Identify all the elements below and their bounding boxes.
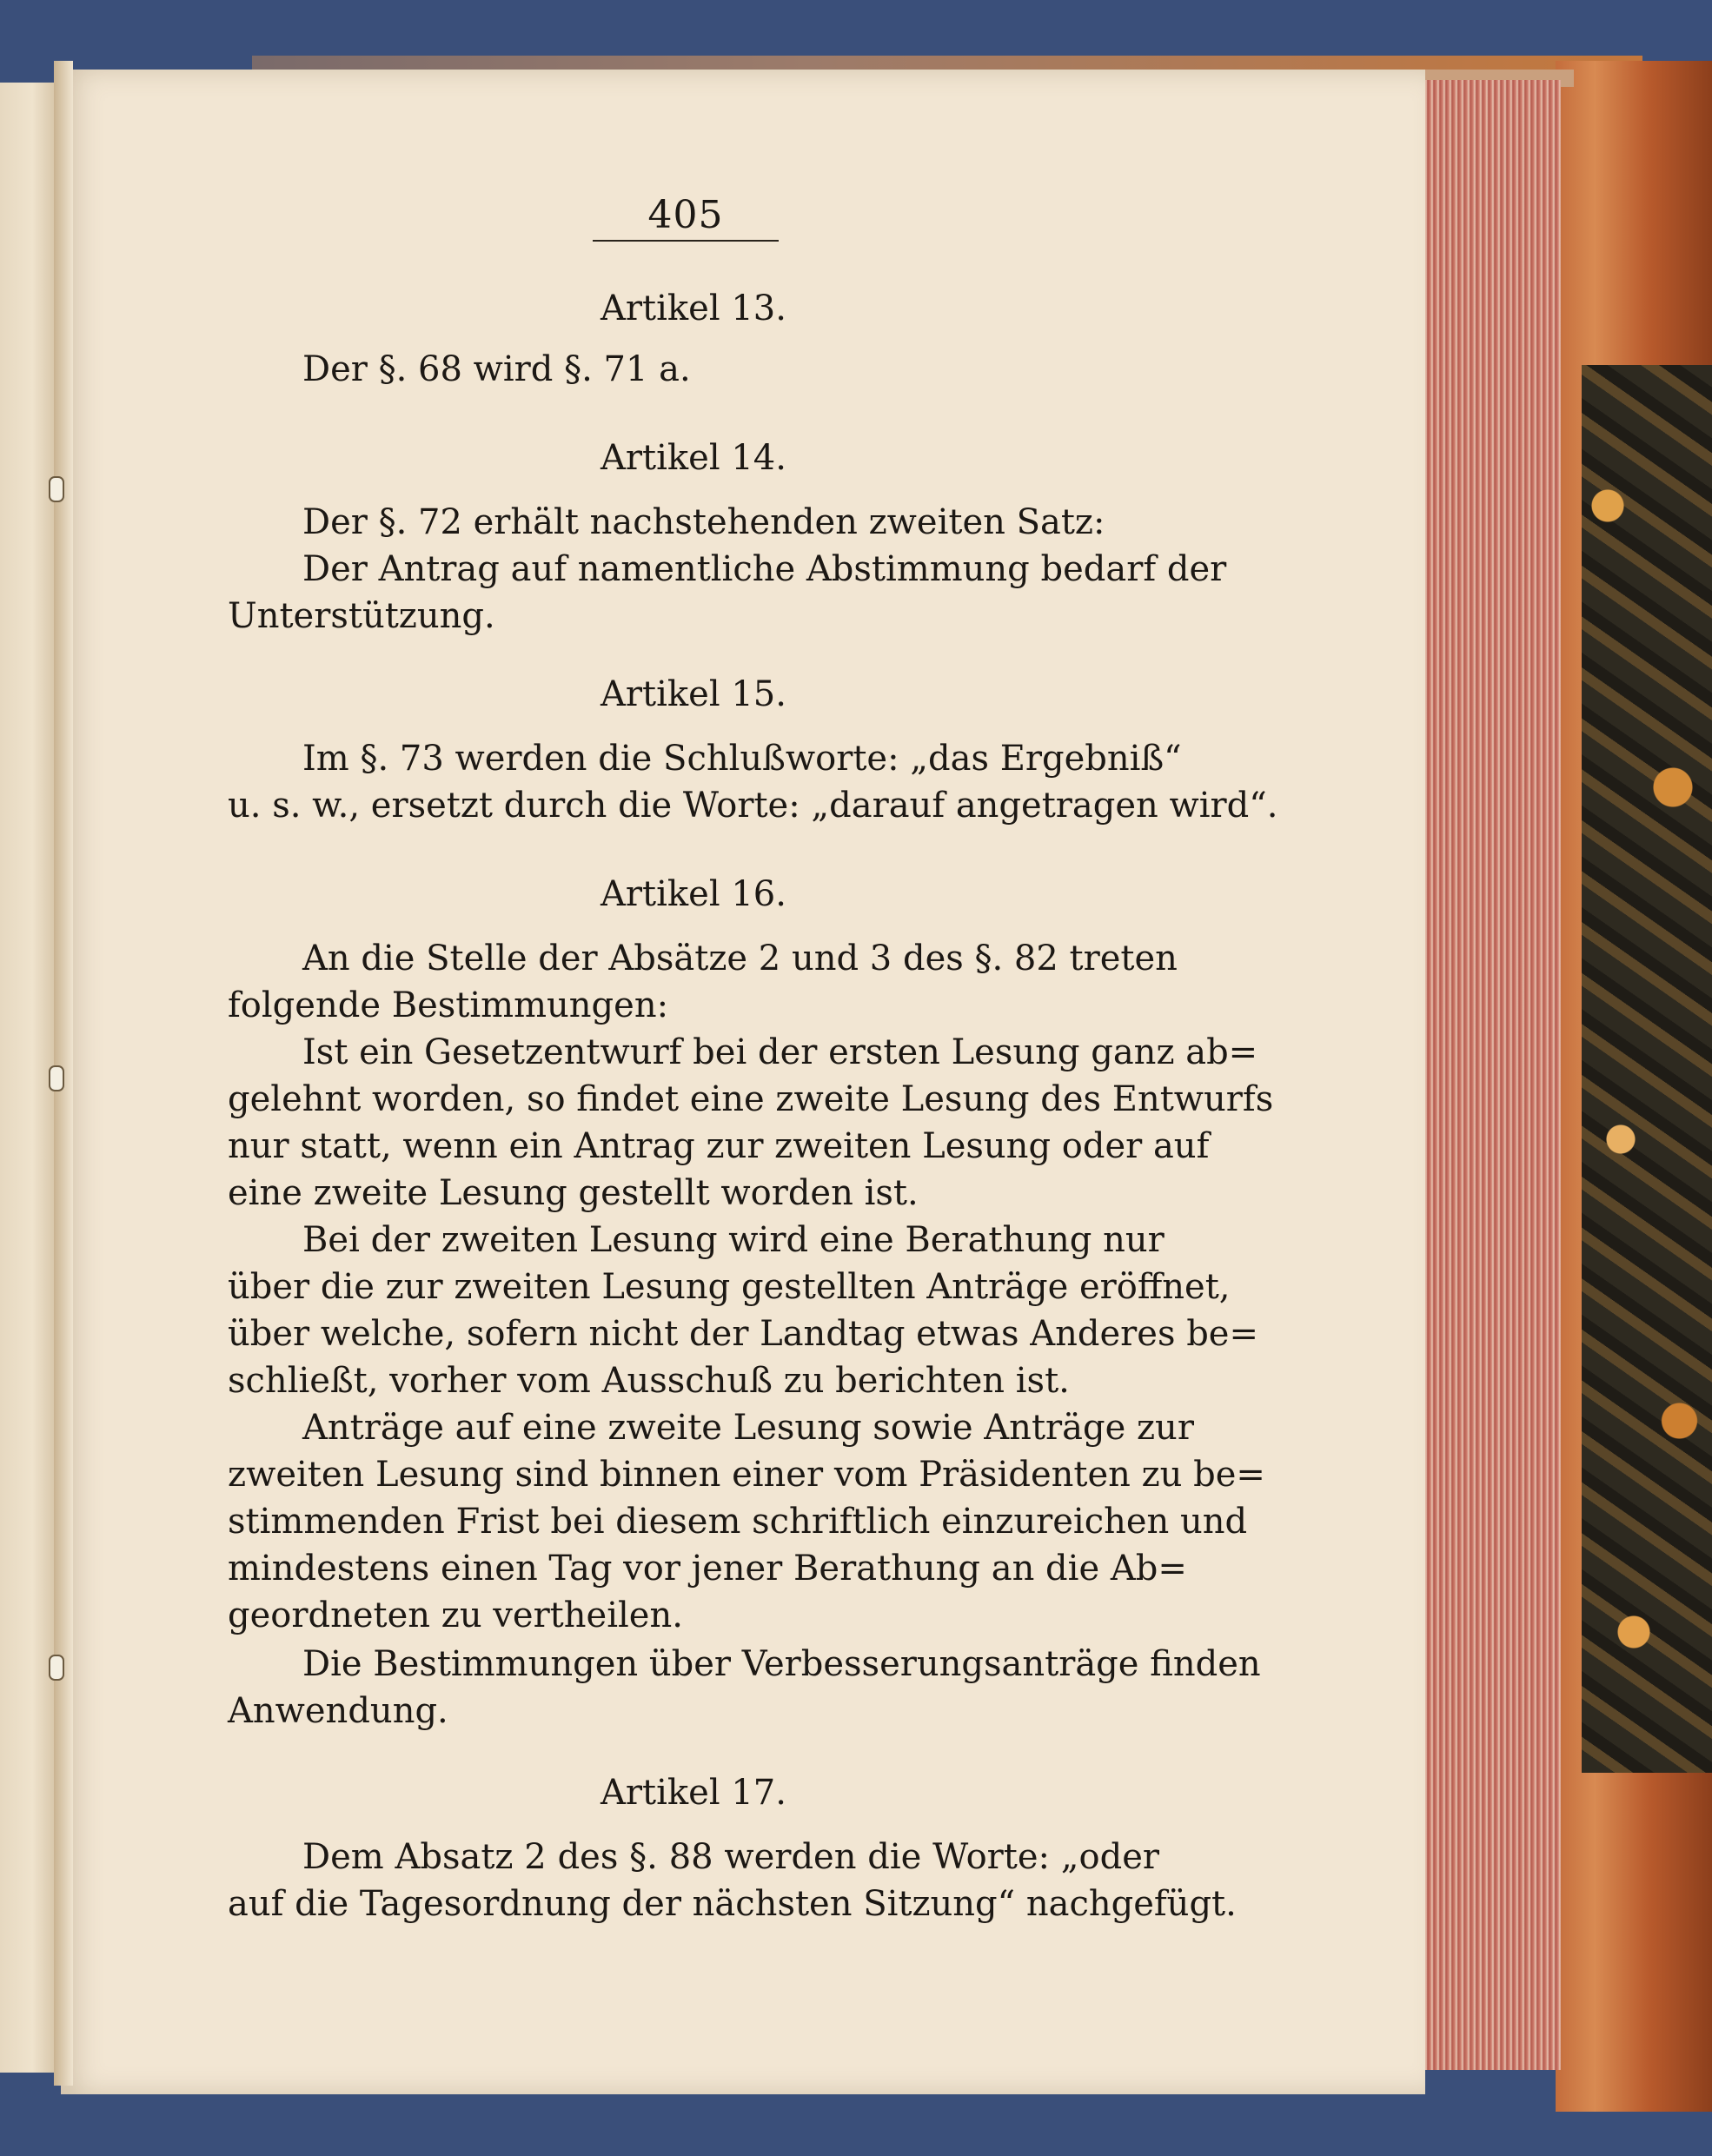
paragraph-line: eine zweite Lesung gestellt worden ist. [228, 1173, 919, 1213]
paragraph-line: gelehnt worden, so findet eine zweite Lesung des Entwurfs [228, 1079, 1274, 1119]
paragraph-line: Unterstützung. [228, 596, 495, 636]
paragraph-line: nur statt, wenn ein Antrag zur zweiten Lesung oder auf [228, 1126, 1210, 1166]
paragraph-line: Bei der zweiten Lesung wird eine Berathung nur [302, 1220, 1165, 1260]
article-heading: Artikel 15. [601, 674, 786, 714]
paragraph-line: mindestens einen Tag vor jener Berathung an die Ab= [228, 1549, 1187, 1589]
paragraph-line: stimmenden Frist bei diesem schriftlich einzureichen und [228, 1502, 1248, 1542]
article-heading: Artikel 13. [601, 289, 786, 328]
paragraph-line: auf die Tagesordnung der nächsten Sitzung“ nachgefügt. [228, 1884, 1237, 1924]
paragraph-line: folgende Bestimmungen: [228, 985, 669, 1025]
article-heading: Artikel 16. [601, 874, 786, 914]
paragraph-line: über welche, sofern nicht der Landtag etwas Anderes be= [228, 1314, 1258, 1354]
paragraph-line: Anwendung. [228, 1691, 448, 1731]
paragraph-line: zweiten Lesung sind binnen einer vom Präsidenten zu be= [228, 1455, 1265, 1495]
binding-thread [49, 476, 64, 502]
page-number-rule [593, 240, 779, 242]
paragraph-line: An die Stelle der Absätze 2 und 3 des §. 82 treten [302, 939, 1178, 978]
paragraph-line: u. s. w., ersetzt durch die Worte: „darauf angetragen wird“. [228, 786, 1278, 826]
left-page [0, 83, 54, 2073]
marbled-cover [1582, 365, 1712, 1773]
article-heading: Artikel 17. [601, 1773, 786, 1813]
article-heading: Artikel 14. [601, 438, 786, 478]
paragraph-line: Ist ein Gesetzentwurf bei der ersten Lesung ganz ab= [302, 1032, 1258, 1072]
paragraph-line: Anträge auf eine zweite Lesung sowie Anträge zur [302, 1408, 1194, 1448]
page-edges [1422, 80, 1561, 2070]
paragraph-line: geordneten zu vertheilen. [228, 1595, 683, 1635]
paragraph-line: Der §. 72 erhält nachstehenden zweiten Satz: [302, 502, 1105, 542]
paragraph-line: Der §. 68 wird §. 71 a. [302, 349, 691, 389]
paragraph-line: Der Antrag auf namentliche Abstimmung bedarf der [302, 549, 1227, 589]
paragraph-line: Dem Absatz 2 des §. 88 werden die Worte: „oder [302, 1837, 1159, 1877]
paragraph-line: Im §. 73 werden die Schlußworte: „das Ergebniß“ [302, 739, 1182, 779]
binding-thread [49, 1065, 64, 1091]
paragraph-line: Die Bestimmungen über Verbesserungsanträge finden [302, 1644, 1261, 1684]
paragraph-line: über die zur zweiten Lesung gestellten Anträge eröffnet, [228, 1267, 1231, 1307]
binding-thread [49, 1655, 64, 1681]
page-number: 405 [647, 193, 724, 237]
paragraph-line: schließt, vorher vom Ausschuß zu berichten ist. [228, 1361, 1070, 1401]
